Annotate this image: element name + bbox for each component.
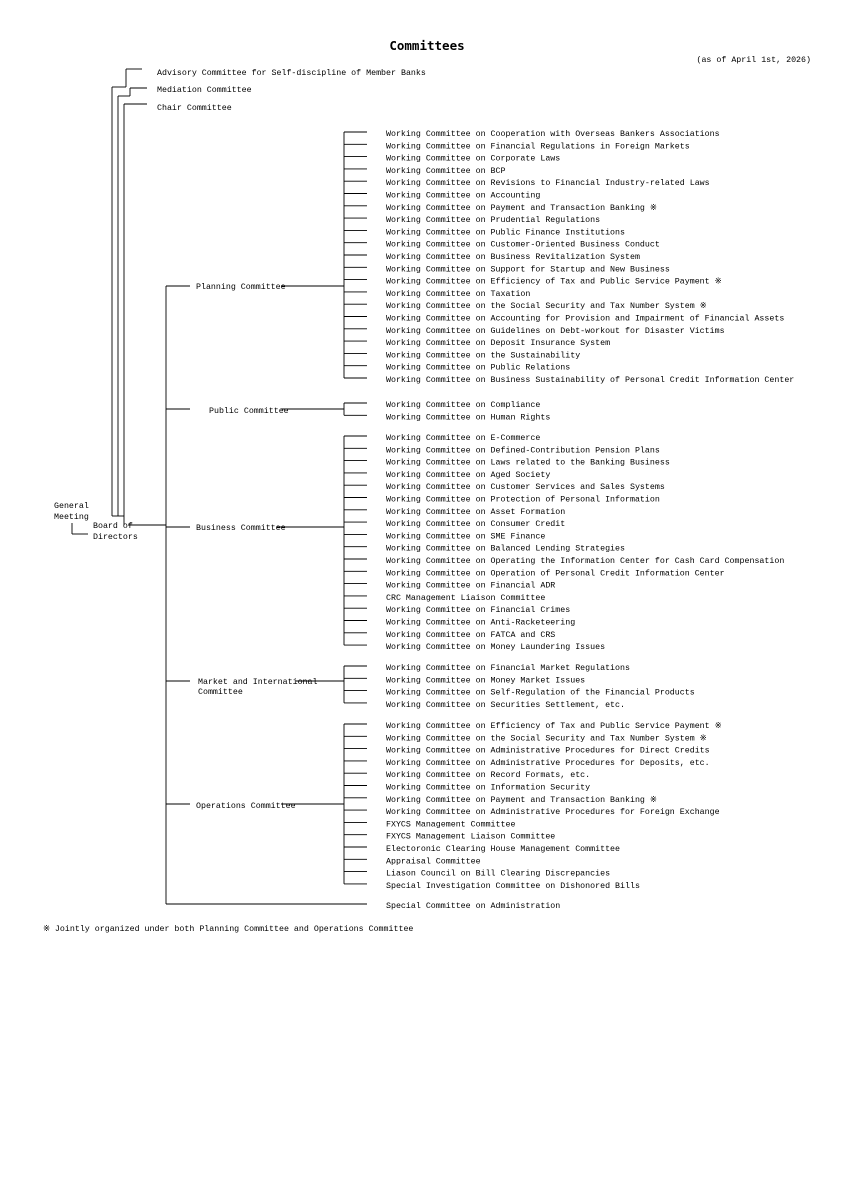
board-label-1: Board of [93,522,133,531]
working-committee-item: Working Committee on Payment and Transaction Banking ※ [386,203,657,213]
top-committee-chair: Chair Committee [157,104,232,113]
working-committee-item: Working Committee on Administrative Procedures for Deposits, etc. [386,758,710,768]
working-committee-item: Working Committee on Financial Crimes [386,606,571,616]
working-committee-item: Working Committee on Business Revitalization System [386,253,640,262]
working-committee-item: Working Committee on E-Commerce [386,434,541,443]
working-committee-item: Working Committee on Administrative Procedures for Direct Credits [386,746,710,756]
working-committee-item: Appraisal Committee [386,857,481,867]
working-committee-item: Working Committee on Money Market Issues [386,676,586,686]
working-committee-item: FXYCS Management Liaison Committee [386,832,556,842]
working-committee-item: Working Committee on Accounting for Provision and Impairment of Financial Assets [386,314,785,324]
working-committee-item: Working Committee on Balanced Lending Strategies [386,544,625,554]
working-committee-item: Working Committee on Taxation [386,289,531,299]
committee-name-3-1: Committee [198,688,243,697]
committee-name-1-0: Public Committee [209,407,289,416]
working-committee-item: Working Committee on Anti-Racketeering [386,618,576,628]
working-committee-item: Working Committee on Money Laundering Issues [386,643,606,653]
working-committee-item: Working Committee on Financial ADR [386,581,556,591]
working-committee-item: Electoronic Clearing House Management Committee [386,845,621,854]
working-committee-item: Working Committee on Protection of Personal Information [386,495,660,505]
working-committee-item: Working Committee on Consumer Credit [386,520,566,530]
working-committee-item: Working Committee on Asset Formation [386,507,566,517]
page-title: Committees [389,38,465,53]
working-committee-item: FXYCS Management Committee [386,820,516,830]
working-committee-item: Working Committee on Efficiency of Tax and Public Service Payment ※ [386,277,722,287]
special-committee-label: Special Committee on Administration [386,902,561,911]
working-committee-item: Working Committee on Cooperation with Overseas Bankers Associations [386,130,720,139]
committee-name-0-0: Planning Committee [196,283,286,292]
working-committee-item: Working Committee on Customer Services and Sales Systems [386,483,665,493]
working-committee-item: Working Committee on SME Finance [386,532,546,542]
working-committee-item: Working Committee on Aged Society [386,470,551,480]
working-committee-item: Working Committee on Public Finance Institutions [386,228,625,238]
working-committee-item: Special Investigation Committee on Dishonored Bills [386,881,640,891]
working-committee-item: Working Committee on Prudential Regulations [386,216,601,226]
working-committee-item: Working Committee on Accounting [386,191,541,201]
working-committee-item: Working Committee on the Sustainability [386,351,581,361]
working-committee-item: Working Committee on Operation of Personal Credit Information Center [386,569,725,579]
working-committee-item: CRC Management Liaison Committee [386,593,546,603]
working-committee-item: Working Committee on Information Security [386,783,591,793]
working-committee-item: Working Committee on Guidelines on Debt-workout for Disaster Victims [386,326,725,336]
working-committee-item: Working Committee on the Social Security and Tax Number System ※ [386,734,707,744]
working-committee-item: Working Committee on Deposit Insurance System [386,339,611,349]
committee-name-4-0: Operations Committee [196,802,296,811]
working-committee-item: Working Committee on Defined-Contribution Pension Plans [386,446,660,456]
working-committee-item: Working Committee on Support for Startup and New Business [386,265,670,275]
as-of-date: (as of April 1st, 2026) [696,56,811,65]
top-committee-mediation: Mediation Committee [157,86,252,95]
general-meeting-label-2: Meeting [54,513,89,522]
working-committee-item: Working Committee on Securities Settlement, etc. [386,700,625,710]
working-committee-item: Working Committee on Financial Market Regulations [386,664,630,673]
committee-labels [196,129,794,891]
working-committee-item: Working Committee on Laws related to the Banking Business [386,458,670,468]
working-committee-item: Working Committee on FATCA and CRS [386,630,556,640]
working-committee-item: Working Committee on Compliance [386,401,541,410]
board-label-2: Directors [93,533,138,542]
committee-name-3-0: Market and International [198,678,318,687]
working-committee-item: Working Committee on Efficiency of Tax and Public Service Payment ※ [386,722,722,731]
working-committee-item: Working Committee on Corporate Laws [386,154,561,164]
working-committee-item: Working Committee on Financial Regulations in Foreign Markets [386,142,690,152]
footnote: ※ Jointly organized under both Planning Committee and Operations Committee [43,925,414,934]
top-committee-advisory: Advisory Committee for Self-discipline of Member Banks [157,69,426,78]
working-committee-item: Working Committee on Revisions to Financial Industry-related Laws [386,179,710,189]
working-committee-item: Working Committee on Public Relations [386,363,571,373]
working-committee-item: Working Committee on Customer-Oriented Business Conduct [386,240,660,250]
working-committee-item: Working Committee on the Social Security and Tax Number System ※ [386,302,707,312]
working-committee-item: Working Committee on Human Rights [386,413,551,423]
working-committee-item: Working Committee on Business Sustainability of Personal Credit Information Center [386,376,795,385]
working-committee-item: Liason Council on Bill Clearing Discrepancies [386,869,611,879]
working-committee-item: Working Committee on Record Formats, etc. [386,771,591,781]
working-committee-item: Working Committee on BCP [386,166,506,176]
working-committee-item: Working Committee on Self-Regulation of the Financial Products [386,688,695,698]
working-committee-item: Working Committee on Payment and Transaction Banking ※ [386,795,657,805]
working-committee-item: Working Committee on Operating the Information Center for Cash Card Compensation [386,557,785,566]
general-meeting-label-1: General [54,502,89,511]
committee-name-2-0: Business Committee [196,524,286,533]
working-committee-item: Working Committee on Administrative Procedures for Foreign Exchange [386,808,720,818]
connector-lines [72,69,367,904]
